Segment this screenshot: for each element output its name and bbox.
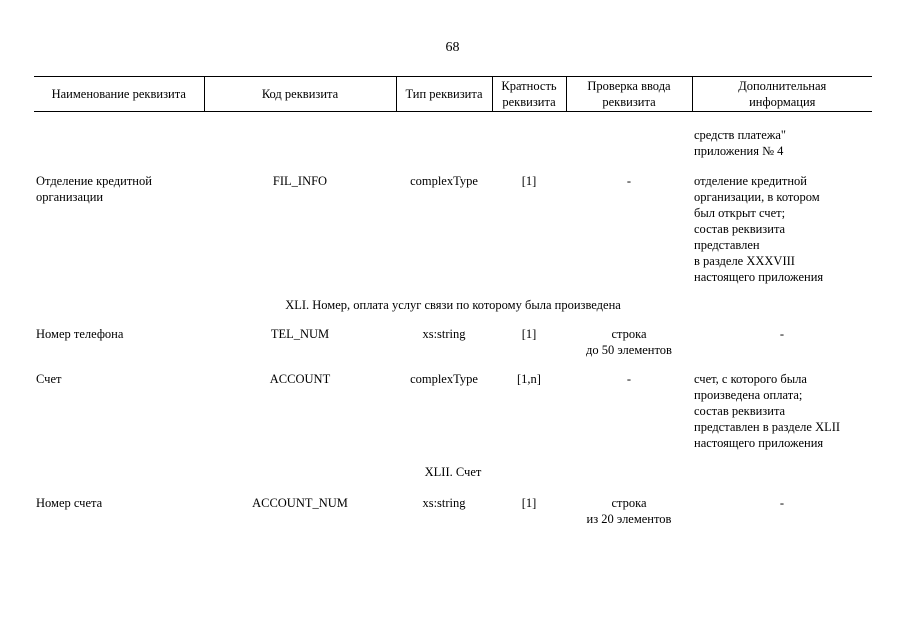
cell-input-check: - <box>626 174 632 188</box>
page-number: 68 <box>445 40 460 55</box>
table-row <box>34 112 872 160</box>
table-row <box>34 159 872 285</box>
cell-code: FIL_INFO <box>272 174 328 188</box>
section-title-xli: XLI. Номер, оплата услуг связи по которому была произведена <box>285 298 621 312</box>
cell-additional-info: - <box>779 496 785 510</box>
cell-additional-info: - <box>779 327 785 341</box>
requisites-table <box>34 76 872 527</box>
header-type: Тип реквизита <box>396 77 492 112</box>
cell-type: xs:string <box>422 327 466 341</box>
cell-type: xs:string <box>422 496 466 510</box>
table-row <box>34 313 872 358</box>
cell-multiplicity: [1] <box>521 174 537 188</box>
cell-code: TEL_NUM <box>270 327 330 341</box>
cell-type: complexType <box>410 174 478 188</box>
table-row <box>34 480 872 527</box>
continuation-text: средств платежа" приложения № 4 <box>694 128 787 158</box>
cell-input-check: - <box>626 372 632 386</box>
cell-name: Счет <box>36 372 62 386</box>
table-row <box>34 358 872 451</box>
header-additional-info: Дополнительная информация <box>692 77 872 112</box>
header-name: Наименование реквизита <box>34 77 204 112</box>
header-multiplicity: Кратность реквизита <box>492 77 566 112</box>
cell-input-check: строка из 20 элементов <box>586 496 672 526</box>
section-row <box>34 451 872 480</box>
section-row <box>34 285 872 313</box>
cell-type: complexType <box>410 372 478 386</box>
cell-additional-info: отделение кредитной организации, в котором был открыт счет; состав реквизита представлен в разделе XXXVIII настоящего приложения <box>694 174 824 284</box>
cell-multiplicity: [1,n] <box>517 372 541 386</box>
cell-input-check: строка до 50 элементов <box>586 327 672 357</box>
cell-name: Отделение кредитной организации <box>36 174 152 204</box>
header-code: Код реквизита <box>204 77 396 112</box>
table-header-row <box>34 77 872 112</box>
cell-code: ACCOUNT <box>269 372 331 386</box>
cell-name: Номер счета <box>36 496 103 510</box>
cell-multiplicity: [1] <box>521 496 537 510</box>
section-title-xlii: XLII. Счет <box>424 465 482 479</box>
cell-additional-info: счет, с которого была произведена оплата; состав реквизита представлен в разделе XLII настоящего приложения <box>694 372 841 450</box>
cell-multiplicity: [1] <box>521 327 537 341</box>
cell-name: Номер телефона <box>36 327 124 341</box>
header-input-check: Проверка ввода реквизита <box>566 77 692 112</box>
cell-code: ACCOUNT_NUM <box>252 496 348 510</box>
